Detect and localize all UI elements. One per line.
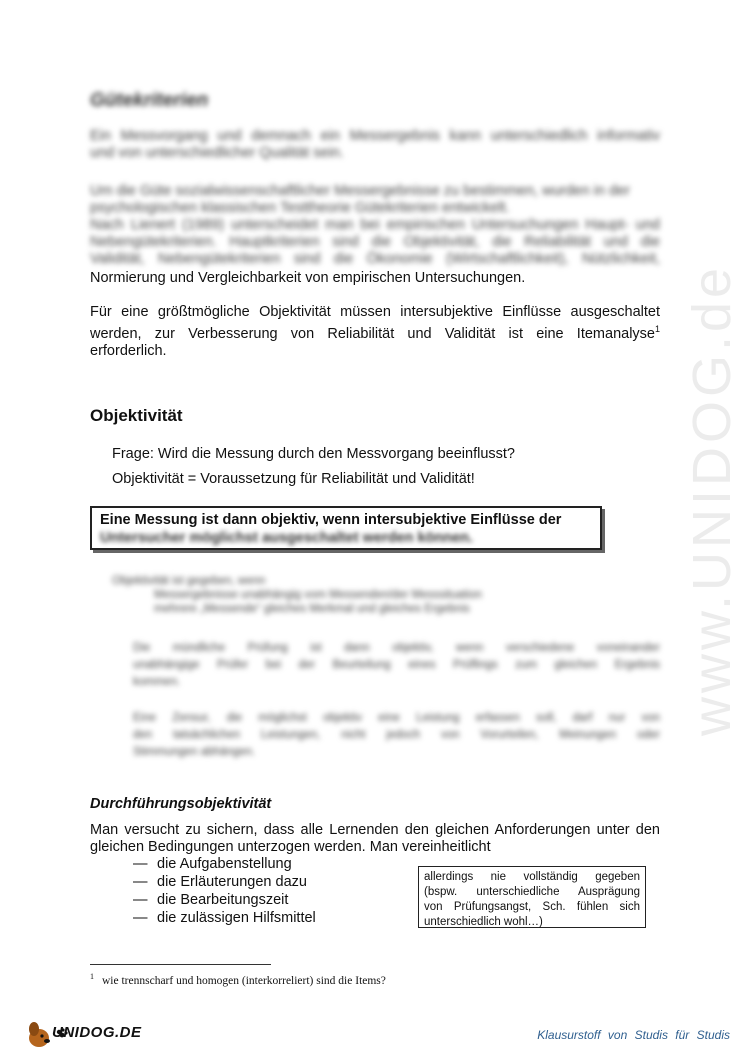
- blurred-item: mehrere „Messende“ gleiches Merkmal und gleiches Ergebnis: [154, 603, 470, 615]
- paragraph-line: erforderlich.: [90, 342, 167, 359]
- blurred-line: Stimmungen abhängen.: [133, 746, 256, 758]
- intro-line: und von unterschiedlicher Qualität sein.: [90, 145, 344, 161]
- paragraph-line: Für eine größtmögliche Objektivität müssen intersubjektive Einflüsse ausgeschaltet: [90, 304, 660, 320]
- objektivitaet-intro: [90, 304, 660, 360]
- frage-line: Frage: Wird die Messung durch den Messvorgang beeinflusst?: [112, 446, 515, 462]
- list-item-text: die Aufgabenstellung: [157, 856, 292, 872]
- blurred-line: unabhängige Prüfer bei der Beurteilung eines Prüflings zum gleichen Ergebnis: [133, 659, 660, 671]
- footnote-mark: 1: [654, 324, 660, 334]
- page-title: Gütekriterien: [90, 90, 209, 111]
- note-line: unterschiedlich wohl…): [424, 916, 543, 928]
- blurred-line: kommen.: [133, 676, 181, 688]
- guetekriterien-paragraph: [90, 183, 660, 287]
- note-box: [418, 866, 646, 928]
- durchfuehrung-paragraph: [90, 822, 660, 856]
- dash-bullet: —: [133, 892, 148, 908]
- callout-line: Eine Messung ist dann objektiv, wenn intersubjektive Einflüsse der: [100, 512, 562, 528]
- definition-callout: [90, 506, 602, 550]
- paragraph-line: Normierung und Vergleichbarkeit von empirischen Untersuchungen.: [90, 270, 526, 286]
- note-line: von Prüfungsangst, Sch. fühlen sich: [424, 901, 640, 913]
- footer-tagline: Klausurstoff von Studis für Studis: [537, 1028, 730, 1042]
- watermark: www.UNIDOG.de: [682, 263, 742, 737]
- dash-bullet: —: [133, 874, 148, 890]
- intro-line: Ein Messvorgang und demnach ein Messergebnis kann unterschiedlich informativ: [90, 128, 660, 144]
- list-item: [133, 855, 316, 873]
- list-item: [133, 891, 316, 909]
- footnote-text: wie trennscharf und homogen (interkorreliert) sind die Items?: [102, 974, 386, 987]
- paragraph-line: Um die Güte sozialwissenschaftlicher Messergebnisse zu bestimmen, wurden in der: [90, 183, 630, 199]
- paragraph-line: Nach Lienert (1989) unterscheidet man bei empirischen Untersuchungen Haupt- und: [90, 217, 660, 233]
- blurred-paragraph-b: [133, 710, 660, 761]
- callout-line: Untersucher möglichst ausgeschaltet werden können.: [100, 530, 474, 546]
- dash-bullet: —: [133, 910, 148, 926]
- blurred-line: den tatsächlichen Leistungen, nicht jedoch von Vorurteilen, Meinungen oder: [133, 729, 660, 741]
- list-item: [133, 909, 316, 927]
- list-item-text: die zulässigen Hilfsmittel: [157, 910, 316, 926]
- blurred-intro: Objektivität ist gegeben, wenn: [112, 575, 266, 587]
- blurred-item: Messergebnisse unabhängig vom Messenden/der Messsituation: [154, 589, 482, 601]
- list-item: [133, 873, 316, 891]
- intro-paragraph: [90, 128, 660, 162]
- vereinheitlicht-list: [133, 855, 316, 927]
- paragraph-line: gleichen Bedingungen unterzogen werden. Man vereinheitlicht: [90, 839, 491, 855]
- dash-bullet: —: [133, 856, 148, 872]
- paragraph-line: Validität, Nebengütekriterien sind die Ökonomie (Wirtschaftlichkeit), Nützlichkeit,: [90, 251, 660, 267]
- list-item-text: die Bearbeitungszeit: [157, 892, 289, 908]
- blurred-objektivitaet-block: [112, 574, 662, 616]
- blurred-paragraph-a: [133, 640, 660, 691]
- footnote: [90, 972, 386, 987]
- note-line: (bspw. unterschiedliche Ausprägung: [424, 886, 640, 898]
- section-heading: Objektivität: [90, 406, 183, 425]
- paragraph-line: psychologischen klassischen Testtheorie Gütekriterien entwickelt.: [90, 200, 510, 216]
- blurred-line: Eine Zensur, die möglichst objektiv eine Leistung erfassen soll, darf nur von: [133, 712, 660, 724]
- paragraph-line: Man versucht zu sichern, dass alle Lernenden den gleichen Anforderungen unter den: [90, 822, 660, 838]
- list-item-text: die Erläuterungen dazu: [157, 874, 307, 890]
- subsection-heading: Durchführungsobjektivität: [90, 796, 272, 812]
- note-line: allerdings nie vollständig gegeben: [424, 871, 640, 883]
- voraussetzung-line: Objektivität = Voraussetzung für Reliabilität und Validität!: [112, 471, 475, 487]
- logo-text: UNIDOG.DE: [52, 1024, 142, 1041]
- paragraph-line-with-footnote: [90, 321, 660, 343]
- footnote-rule: [90, 964, 271, 965]
- paragraph-line: Nebengütekriterien. Hauptkriterien sind die Objektivität, die Reliabilität und die: [90, 234, 660, 250]
- blurred-line: Die mündliche Prüfung ist dann objektiv, wenn verschiedene voneinander: [133, 642, 660, 654]
- paragraph-text: werden, zur Verbesserung von Reliabilität und Validität ist eine Itemanalyse: [90, 325, 655, 342]
- footnote-number: 1: [90, 972, 94, 981]
